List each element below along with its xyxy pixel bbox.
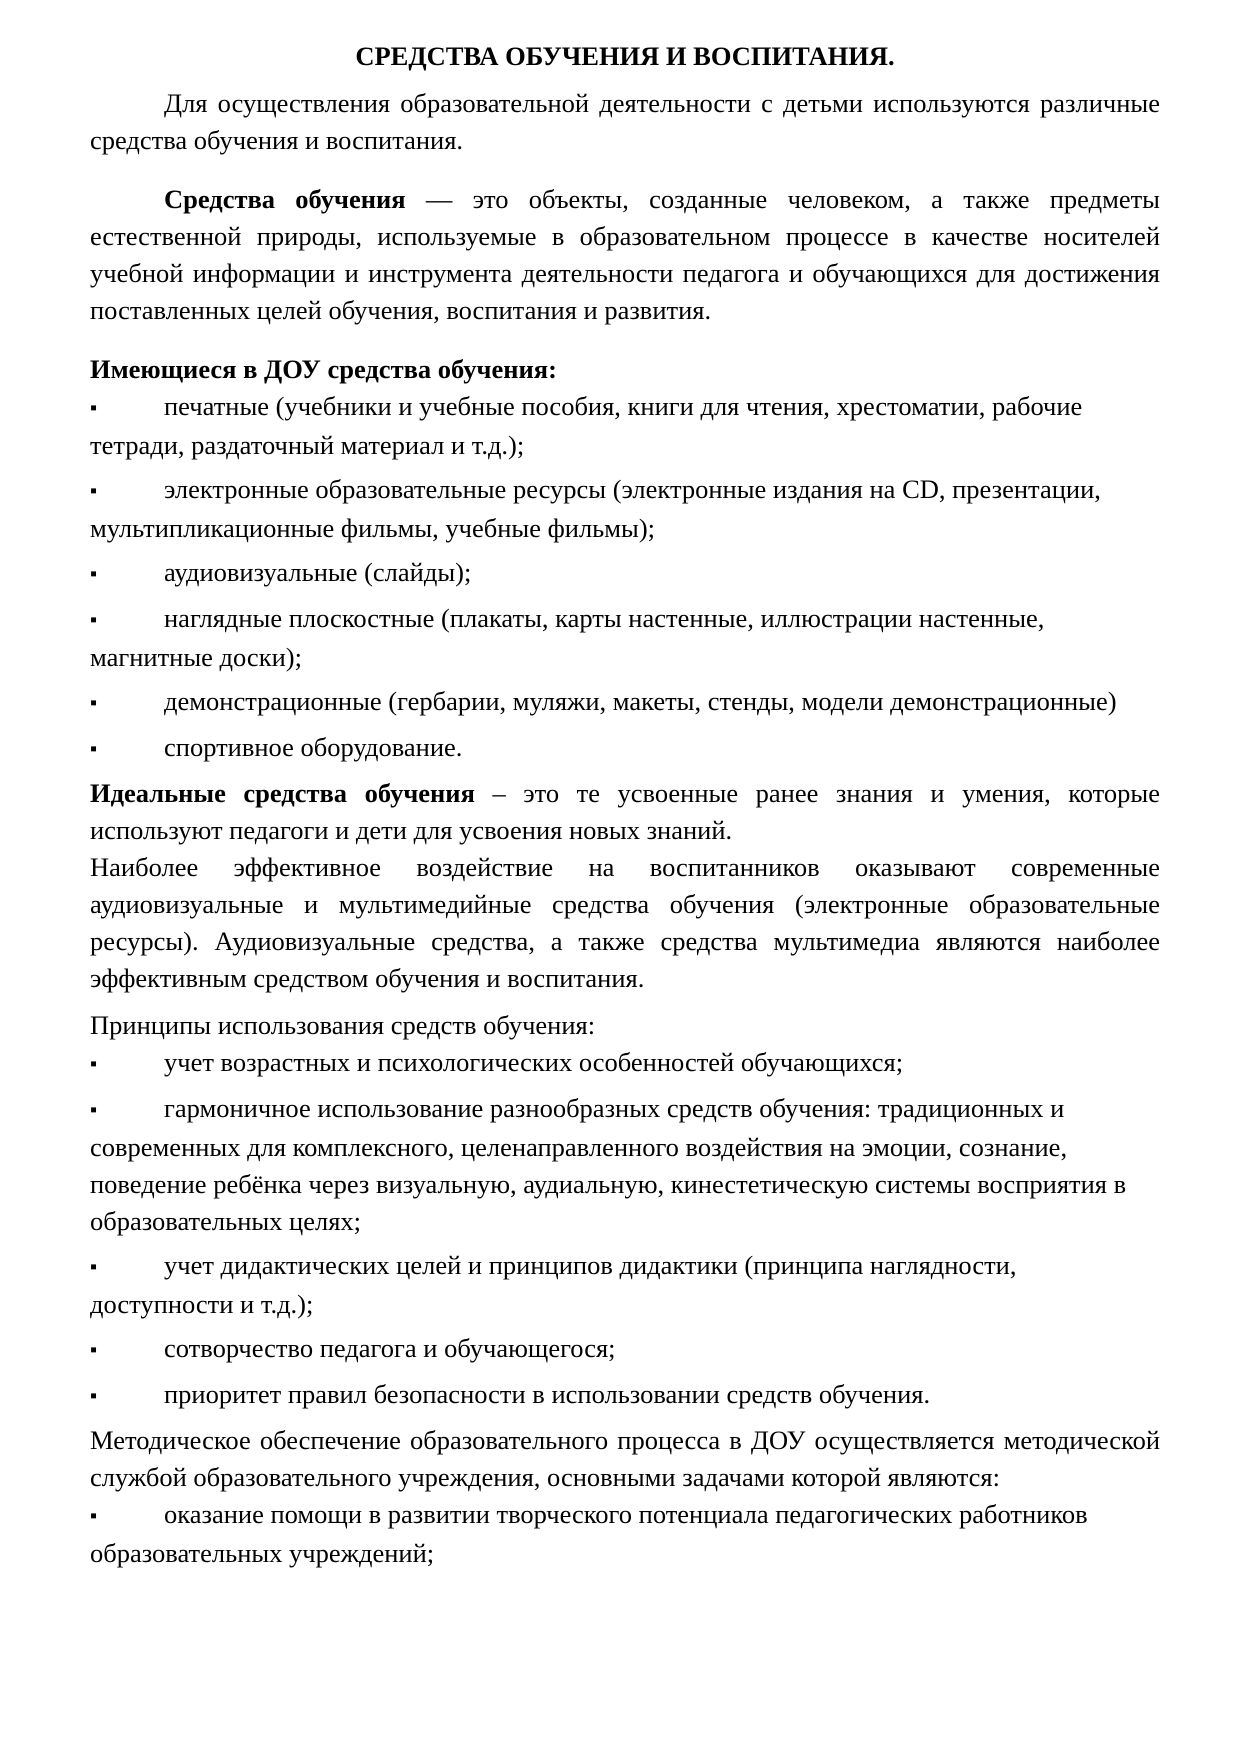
list-item-text: учет возрастных и психологических особенностей обучающихся; [164,1047,904,1077]
list-item-text: приоритет правил безопасности в использовании средств обучения. [164,1379,931,1409]
tasks-list [90,1496,1160,1572]
bullet-marker: ▪ [90,1053,98,1075]
list-item-text: печатные (учебники и учебные пособия, книги для чтения, хрестоматии, рабочие тетради, раздаточный материал и т.д.); [90,391,1083,460]
list-item-text: электронные образовательные ресурсы (электронные издания на CD, презентации, мультипликационные фильмы, учебные фильмы); [90,474,1101,543]
list-item [90,471,1160,547]
bullet-marker: ▪ [90,480,98,502]
bullet-marker: ▪ [90,1385,98,1407]
list-item [90,554,1160,593]
principles-list [90,1044,1160,1415]
list-item [90,1090,1160,1240]
bullet-marker: ▪ [90,1256,98,1278]
effective-paragraph: Наиболее эффективное воздействие на воспитанников оказывают современные аудиовизуальные и мультимедийные средства обучения (электронные образовательные ресурсы). Аудиовизуальные средства, а также средства мультимедиа являются наиболее эффективным средством обучения и воспитания. [90,852,1160,993]
bullet-marker: ▪ [90,1339,98,1361]
page-title: СРЕДСТВА ОБУЧЕНИЯ И ВОСПИТАНИЯ. [355,41,895,71]
bullet-marker: ▪ [90,738,98,760]
definition-text: — это объекты, созданные человеком, а также предметы естественной природы, используемые в образовательном процессе в качестве носителей учебной информации и инструмента деятельности педагога и обучающихся для достижения поставленных целей обучения, воспитания и развития. [90,184,1160,325]
ideal-paragraph [90,775,1160,849]
methodical-paragraph: Методическое обеспечение образовательного процесса в ДОУ осуществляется методической службой образовательного учреждения, основными задачами которой являются: [90,1425,1160,1492]
list-item [90,683,1160,722]
definition-term: Средства обучения [164,184,406,214]
list-item-text: наглядные плоскостные (плакаты, карты настенные, иллюстрации настенные, магнитные доски); [90,603,1045,672]
list-item-text: спортивное оборудование. [164,732,463,762]
list-item [90,1044,1160,1083]
principles-heading: Принципы использования средств обучения: [90,1010,596,1040]
list-item [90,1330,1160,1369]
bullet-marker: ▪ [90,1505,98,1527]
list-item [90,600,1160,676]
available-heading: Имеющиеся в ДОУ средства обучения: [90,354,557,384]
available-list [90,388,1160,768]
bullet-marker: ▪ [90,563,98,585]
list-item [90,1376,1160,1415]
list-item-text: демонстрационные (гербарии, муляжи, макеты, стенды, модели демонстрационные) [164,686,1117,716]
page-content [90,38,1160,1579]
list-item [90,1247,1160,1323]
bullet-marker: ▪ [90,1099,98,1121]
list-item-text: сотворчество педагога и обучающегося; [164,1333,616,1363]
list-item [90,729,1160,768]
intro-paragraph: Для осуществления образовательной деятельности с детьми используются различные средства обучения и воспитания. [90,88,1160,155]
bullet-marker: ▪ [90,397,98,419]
list-item-text: учет дидактических целей и принципов дидактики (принципа наглядности, доступности и т.д.); [90,1250,1017,1319]
list-item-text: оказание помощи в развитии творческого потенциала педагогических работников образовательных учреждений; [90,1499,1088,1568]
ideal-text: – это те усвоенные ранее знания и умения, которые используют педагоги и дети для усвоения новых знаний. [90,778,1160,845]
bullet-marker: ▪ [90,692,98,714]
ideal-term: Идеальные средства обучения [90,778,475,808]
list-item [90,388,1160,464]
bullet-marker: ▪ [90,609,98,631]
list-item [90,1496,1160,1572]
definition-paragraph [90,181,1160,329]
list-item-text: аудиовизуальные (слайды); [164,557,472,587]
list-item-text: гармоничное использование разнообразных средств обучения: традиционных и современных для комплексного, целенаправленного воздействия на эмоции, сознание, поведение ребёнка через визуальную, аудиальную, кинестетическую системы восприятия в образовательных целях; [90,1093,1127,1236]
